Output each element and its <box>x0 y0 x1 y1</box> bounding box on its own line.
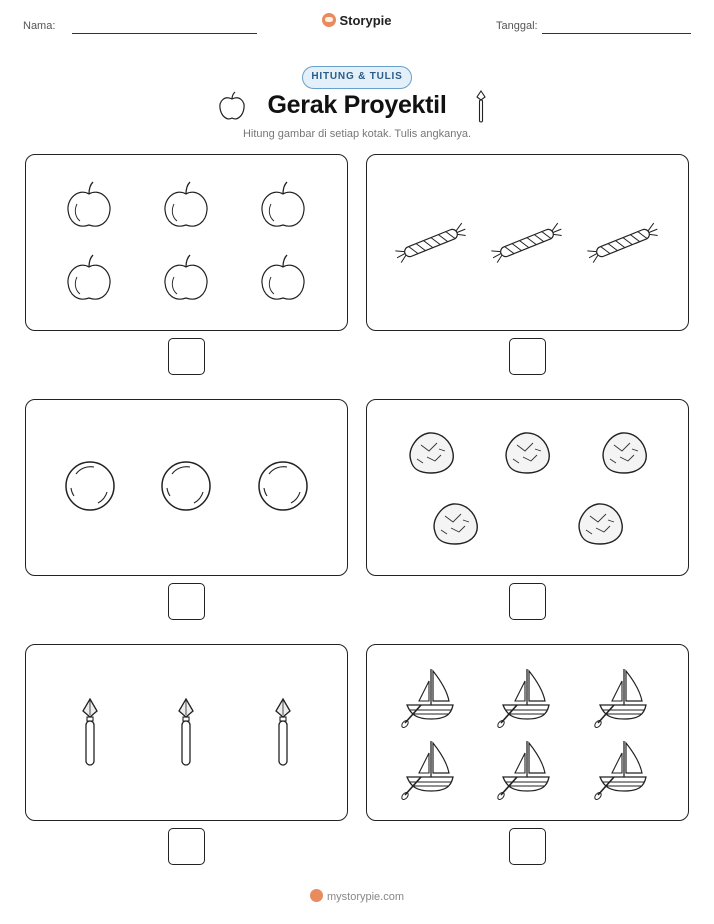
ball-icon <box>259 462 307 510</box>
boat-icon <box>401 741 453 801</box>
spear-icon <box>179 699 193 765</box>
answer-box[interactable] <box>168 828 205 865</box>
boat-icon <box>497 741 549 801</box>
apple-icon <box>68 182 110 226</box>
count-panel-rocks <box>366 399 689 576</box>
name-label: Nama: <box>23 20 56 32</box>
rock-icon <box>603 433 646 473</box>
date-line[interactable] <box>542 33 691 34</box>
boat-icon <box>401 669 453 729</box>
spear-icon <box>276 699 290 765</box>
rock-icon <box>434 504 477 544</box>
storypie-logo-icon <box>310 889 323 902</box>
count-panel-boats <box>366 644 689 821</box>
apple-icon <box>262 255 304 299</box>
date-label: Tanggal: <box>496 20 538 32</box>
answer-box[interactable] <box>168 338 205 375</box>
apple-icon <box>165 255 207 299</box>
name-line[interactable] <box>72 33 257 34</box>
apple-icon <box>262 182 304 226</box>
footer-url[interactable]: mystorypie.com <box>326 891 405 903</box>
answer-box[interactable] <box>509 828 546 865</box>
brand-name: Storypie <box>339 13 392 28</box>
ball-icon <box>66 462 114 510</box>
rope-icon <box>586 223 660 264</box>
rock-icon <box>579 504 622 544</box>
rock-icon <box>506 433 549 473</box>
rock-icon <box>410 433 453 473</box>
rope-icon <box>490 223 564 264</box>
boat-icon <box>594 669 646 729</box>
answer-box[interactable] <box>168 583 205 620</box>
answer-box[interactable] <box>509 338 546 375</box>
apple-icon <box>165 182 207 226</box>
ball-icon <box>162 462 210 510</box>
count-panel-spears <box>25 644 348 821</box>
activity-badge: HITUNG & TULIS <box>302 66 412 89</box>
spear-icon <box>83 699 97 765</box>
brand-logo <box>0 13 714 28</box>
boat-icon <box>497 669 549 729</box>
storypie-logo-icon <box>322 13 336 27</box>
worksheet-title: Gerak Proyektil <box>267 91 447 119</box>
footer <box>0 889 714 903</box>
count-panel-balls <box>25 399 348 576</box>
count-panel-ropes <box>366 154 689 331</box>
apple-icon <box>68 255 110 299</box>
boat-icon <box>594 741 646 801</box>
rope-icon <box>394 223 468 264</box>
answer-box[interactable] <box>509 583 546 620</box>
instructions: Hitung gambar di setiap kotak. Tulis angkanya. <box>242 128 472 140</box>
title-spear-icon <box>474 90 488 124</box>
count-panel-apples <box>25 154 348 331</box>
